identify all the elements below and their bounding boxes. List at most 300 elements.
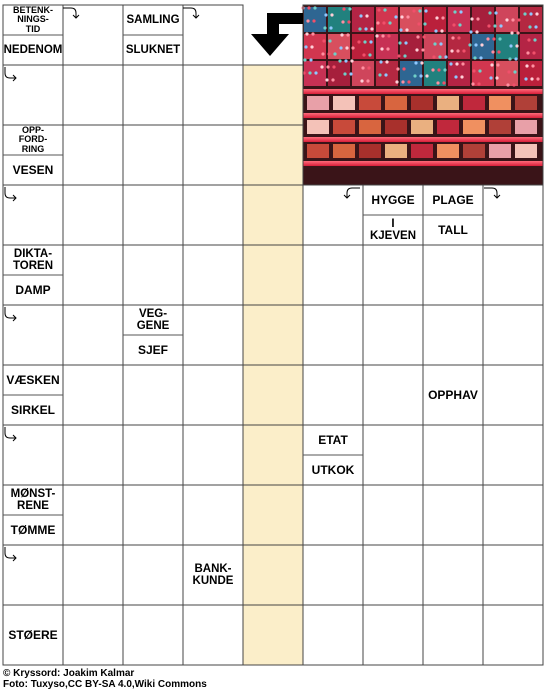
- candy-dot: [364, 27, 367, 30]
- candy-dot: [310, 45, 313, 48]
- grid-cell[interactable]: [123, 425, 183, 485]
- candy-dot: [531, 64, 534, 67]
- grid-cell[interactable]: [363, 425, 423, 485]
- candy-dot: [454, 75, 457, 78]
- candy-dot: [496, 63, 499, 66]
- candy-dot: [433, 42, 436, 45]
- candy-dot: [535, 12, 538, 15]
- clue-c2: NEDENOM: [3, 43, 63, 56]
- candy-dot: [457, 36, 460, 39]
- candy-dot: [328, 39, 331, 42]
- candy-bin: [376, 61, 398, 86]
- candy-dot: [479, 56, 482, 59]
- candy-dot: [368, 53, 371, 56]
- candy-dot: [313, 6, 316, 9]
- candy-dot: [488, 11, 491, 14]
- candy-dot: [425, 74, 428, 77]
- candy-dot: [375, 34, 378, 37]
- candy-dot: [455, 62, 458, 65]
- shelf-edge: [303, 137, 543, 142]
- candy-dot: [397, 54, 400, 57]
- candy-tray: [333, 96, 355, 110]
- candy-dot: [329, 26, 332, 29]
- clue-c10: TALL: [438, 222, 468, 237]
- candy-dot: [424, 9, 427, 12]
- candy-tray: [463, 96, 485, 110]
- candy-dot: [423, 22, 426, 25]
- candy-dot: [341, 20, 344, 23]
- grid-cell[interactable]: [183, 125, 243, 185]
- candy-dot: [304, 45, 307, 48]
- candy-tray: [437, 120, 459, 134]
- grid-cell[interactable]: [423, 305, 483, 365]
- candy-dot: [490, 63, 493, 66]
- candy-dot: [350, 59, 353, 62]
- candy-dot: [338, 59, 341, 62]
- candy-dot: [342, 7, 345, 10]
- grid-cell[interactable]: [63, 65, 123, 125]
- grid-cell[interactable]: [183, 185, 243, 245]
- clue-c17: OPPHAV: [428, 387, 478, 402]
- candy-bin: [304, 7, 326, 32]
- clue-c13: VEG- GENE: [136, 307, 170, 332]
- grid-cell[interactable]: [123, 125, 183, 185]
- hook-arrow-icon: [63, 8, 79, 18]
- grid-cell[interactable]: [483, 365, 543, 425]
- hook-arrow-icon: [5, 67, 16, 81]
- candy-dot: [343, 72, 346, 75]
- candy-bin: [472, 7, 494, 32]
- candy-dot: [363, 40, 366, 43]
- photo-credit: Foto: Tuxyso,CC BY-SA 4.0,Wiki Commons: [3, 679, 207, 690]
- grid-cell[interactable]: [183, 485, 243, 545]
- candy-dot: [438, 55, 441, 58]
- candy-dot: [366, 79, 369, 82]
- candy-dot: [382, 21, 385, 24]
- candy-dot: [517, 18, 520, 21]
- candy-dot: [394, 15, 397, 18]
- clue-c3: SAMLING: [126, 13, 180, 26]
- candy-dot: [340, 33, 343, 36]
- grid-cell[interactable]: [123, 185, 183, 245]
- grid-cell[interactable]: [483, 425, 543, 485]
- candy-dot: [506, 83, 509, 86]
- candy-tray: [385, 120, 407, 134]
- grid-cell[interactable]: [483, 545, 543, 605]
- hook-arrow-icon: [484, 188, 500, 198]
- candy-dot: [450, 49, 453, 52]
- grid-cell[interactable]: [483, 185, 543, 245]
- candy-dot: [526, 51, 529, 54]
- candy-dot: [403, 54, 406, 57]
- candy-dot: [462, 49, 465, 52]
- crossword-credit: © Kryssord: Joakim Kalmar: [3, 668, 135, 679]
- grid-cell[interactable]: [303, 545, 363, 605]
- candy-dot: [443, 68, 446, 71]
- candy-dot: [325, 78, 328, 81]
- candy-tray: [411, 144, 433, 158]
- candy-dot: [460, 75, 463, 78]
- candy-dot: [327, 52, 330, 55]
- candy-dot: [332, 65, 335, 68]
- grid-cell[interactable]: [183, 605, 243, 665]
- candy-dot: [514, 57, 517, 60]
- candy-dot: [458, 23, 461, 26]
- candy-dot: [330, 13, 333, 16]
- candy-dot: [505, 18, 508, 21]
- candy-dot: [497, 50, 500, 53]
- grid-cell[interactable]: [63, 125, 123, 185]
- clue-c19: UTKOK: [311, 462, 355, 477]
- candy-dot: [379, 60, 382, 63]
- clue-c23: STØERE: [8, 627, 58, 642]
- candy-bin: [352, 61, 374, 86]
- candy-dot: [474, 43, 477, 46]
- candy-tray: [515, 96, 537, 110]
- candy-dot: [533, 38, 536, 41]
- candy-dot: [523, 12, 526, 15]
- candy-dot: [510, 31, 513, 34]
- candy-dot: [452, 23, 455, 26]
- grid-cell[interactable]: [63, 305, 123, 365]
- candy-dot: [461, 62, 464, 65]
- clue-c5: OPP- FORD- RING: [18, 124, 48, 154]
- candy-dot: [508, 57, 511, 60]
- clue-c7: HYGGE: [371, 192, 415, 207]
- grid-cell[interactable]: [3, 425, 63, 485]
- candy-dot: [314, 71, 317, 74]
- candy-dot: [381, 34, 384, 37]
- candy-tray: [489, 144, 511, 158]
- candy-dot: [412, 9, 415, 12]
- clue-c20: MØNST- RENE: [10, 487, 56, 512]
- candy-dot: [311, 32, 314, 35]
- grid-cell[interactable]: [63, 245, 123, 305]
- candy-dot: [493, 24, 496, 27]
- grid-cell[interactable]: [483, 605, 543, 665]
- candy-dot: [442, 81, 445, 84]
- candy-dot: [418, 9, 421, 12]
- candy-dot: [515, 44, 518, 47]
- candy-tray: [411, 120, 433, 134]
- candy-dot: [422, 35, 425, 38]
- grid-cell[interactable]: [3, 545, 63, 605]
- candy-dot: [406, 15, 409, 18]
- candy-dot: [419, 74, 422, 77]
- clue-c21: TØMME: [10, 522, 56, 537]
- clue-c4: SLUKNET: [125, 43, 181, 56]
- candy-dot: [370, 27, 373, 30]
- grid-cell[interactable]: [63, 425, 123, 485]
- grid-cell[interactable]: [423, 485, 483, 545]
- candy-dot: [395, 80, 398, 83]
- candy-dot: [477, 82, 480, 85]
- shelf-edge: [303, 161, 543, 166]
- candy-dot: [377, 8, 380, 11]
- candy-bin: [448, 7, 470, 32]
- hook-arrow-icon: [5, 427, 16, 441]
- hook-arrow-icon: [5, 307, 16, 321]
- candy-tray: [489, 120, 511, 134]
- candy-dot: [402, 67, 405, 70]
- grid-cell[interactable]: [303, 365, 363, 425]
- candy-dot: [436, 81, 439, 84]
- candy-dot: [349, 72, 352, 75]
- candy-dot: [456, 49, 459, 52]
- candy-dot: [386, 47, 389, 50]
- candy-dot: [405, 28, 408, 31]
- candy-dot: [516, 31, 519, 34]
- grid-cell[interactable]: [363, 365, 423, 425]
- candy-tray: [333, 144, 355, 158]
- candy-dot: [359, 14, 362, 17]
- candy-dot: [524, 77, 527, 80]
- candy-bin: [424, 34, 446, 59]
- candy-tray: [411, 96, 433, 110]
- candy-dot: [437, 68, 440, 71]
- grid-cell[interactable]: [483, 245, 543, 305]
- candy-dot: [435, 16, 438, 19]
- candy-dot: [416, 35, 419, 38]
- grid-cell[interactable]: [483, 485, 543, 545]
- clue-c15: VÆSKEN: [6, 372, 60, 387]
- candy-dot: [499, 24, 502, 27]
- candy-dot: [489, 76, 492, 79]
- candy-tray: [359, 96, 381, 110]
- grid-cell[interactable]: [63, 485, 123, 545]
- grid-cell[interactable]: [63, 185, 123, 245]
- candy-tray: [359, 120, 381, 134]
- candy-tray: [515, 120, 537, 134]
- candy-dot: [401, 80, 404, 83]
- candy-dot: [491, 50, 494, 53]
- candy-dot: [470, 17, 473, 20]
- grid-cell[interactable]: [303, 485, 363, 545]
- grid-cell[interactable]: [123, 65, 183, 125]
- candy-dot: [478, 69, 481, 72]
- candy-bin: [520, 61, 542, 86]
- clue-c1: BETENK- NINGS- TID: [13, 4, 53, 34]
- candy-dot: [439, 42, 442, 45]
- grid-cell[interactable]: [183, 5, 243, 65]
- grid-cell[interactable]: [183, 305, 243, 365]
- candy-dot: [534, 25, 537, 28]
- candy-bin: [376, 34, 398, 59]
- grid-cell[interactable]: [363, 305, 423, 365]
- candy-dot: [444, 55, 447, 58]
- grid-cell[interactable]: [63, 5, 123, 65]
- candy-dot: [367, 66, 370, 69]
- candy-dot: [339, 46, 342, 49]
- candy-dot: [509, 44, 512, 47]
- candy-dot: [487, 24, 490, 27]
- candy-dot: [495, 76, 498, 79]
- clue-c14: SJEF: [137, 342, 168, 357]
- grid-cell[interactable]: [423, 605, 483, 665]
- candy-dot: [365, 14, 368, 17]
- candy-dot: [486, 37, 489, 40]
- candy-dot: [399, 28, 402, 31]
- candy-dot: [398, 41, 401, 44]
- grid-cell[interactable]: [123, 365, 183, 425]
- candy-dot: [303, 58, 306, 61]
- big-arrow-down-icon: [251, 13, 303, 56]
- grid-cell[interactable]: [63, 545, 123, 605]
- clue-c9: I KJEVEN: [369, 217, 417, 242]
- grid-cell[interactable]: [183, 65, 243, 125]
- candy-dot: [347, 20, 350, 23]
- clue-c11: DIKTA- TOREN: [12, 247, 54, 272]
- hook-arrow-icon: [183, 8, 199, 18]
- candy-dot: [369, 40, 372, 43]
- candy-dot: [407, 80, 410, 83]
- candy-bin: [520, 7, 542, 32]
- candy-dot: [348, 7, 351, 10]
- candy-dot: [404, 41, 407, 44]
- hook-arrow-icon: [5, 187, 16, 201]
- grid-cell[interactable]: [3, 185, 63, 245]
- candy-dot: [527, 38, 530, 41]
- candy-dot: [384, 73, 387, 76]
- grid-cell[interactable]: [183, 425, 243, 485]
- candy-dot: [400, 15, 403, 18]
- candy-dot: [511, 18, 514, 21]
- candy-dot: [322, 39, 325, 42]
- candy-dot: [376, 21, 379, 24]
- candy-dot: [480, 43, 483, 46]
- candy-dot: [333, 52, 336, 55]
- candy-dot: [475, 30, 478, 33]
- clue-c18: ETAT: [318, 432, 348, 447]
- candy-dot: [324, 13, 327, 16]
- candy-dot: [420, 61, 423, 64]
- shelf-edge: [303, 113, 543, 118]
- shelf-edge: [303, 89, 543, 94]
- grid-cell[interactable]: [183, 245, 243, 305]
- grid-cell[interactable]: [363, 245, 423, 305]
- candy-dot: [396, 67, 399, 70]
- grid-cell[interactable]: [123, 485, 183, 545]
- candy-dot: [432, 55, 435, 58]
- candy-dot: [380, 47, 383, 50]
- candy-tray: [359, 144, 381, 158]
- grid-cell[interactable]: [423, 425, 483, 485]
- grid-cell[interactable]: [63, 365, 123, 425]
- candy-dot: [360, 79, 363, 82]
- candy-dot: [469, 30, 472, 33]
- candy-dot: [459, 10, 462, 13]
- clue-c22: BANK- KUNDE: [192, 562, 234, 587]
- candy-tray: [307, 144, 329, 158]
- grid-cell[interactable]: [303, 185, 363, 245]
- candy-dot: [415, 48, 418, 51]
- candy-dot: [323, 26, 326, 29]
- clue-c16: SIRKEL: [10, 402, 55, 417]
- candy-dot: [306, 19, 309, 22]
- candy-dot: [512, 83, 515, 86]
- grid-cell[interactable]: [483, 305, 543, 365]
- candy-dot: [498, 37, 501, 40]
- candy-tray: [515, 144, 537, 158]
- candy-dot: [421, 48, 424, 51]
- candy-tray: [333, 120, 355, 134]
- hook-arrow-icon: [5, 547, 16, 561]
- candy-dot: [440, 29, 443, 32]
- candy-dot: [305, 32, 308, 35]
- candy-dot: [532, 51, 535, 54]
- candy-dot: [468, 43, 471, 46]
- candy-dot: [507, 70, 510, 73]
- candy-dot: [417, 22, 420, 25]
- candy-dot: [530, 77, 533, 80]
- candy-dot: [357, 40, 360, 43]
- candy-tray: [489, 96, 511, 110]
- grid-cell[interactable]: [423, 245, 483, 305]
- grid-cell[interactable]: [363, 485, 423, 545]
- candy-dot: [307, 6, 310, 9]
- candy-dot: [361, 66, 364, 69]
- candy-tray: [437, 96, 459, 110]
- candy-tray: [437, 144, 459, 158]
- candy-dot: [326, 65, 329, 68]
- grid-cell[interactable]: [303, 305, 363, 365]
- grid-cell[interactable]: [123, 545, 183, 605]
- candy-dot: [378, 73, 381, 76]
- candy-tray: [307, 96, 329, 110]
- candy-dot: [308, 71, 311, 74]
- grid-cell[interactable]: [303, 605, 363, 665]
- grid-cell[interactable]: [303, 245, 363, 305]
- candy-dot: [321, 52, 324, 55]
- candy-tray: [385, 96, 407, 110]
- candy-dot: [362, 53, 365, 56]
- candy-tray: [307, 120, 329, 134]
- grid-cell[interactable]: [3, 65, 63, 125]
- candy-dot: [471, 82, 474, 85]
- candy-dot: [451, 36, 454, 39]
- grid-cell[interactable]: [363, 605, 423, 665]
- candy-dot: [434, 29, 437, 32]
- candy-bin: [328, 61, 350, 86]
- candy-dot: [472, 69, 475, 72]
- candy-dot: [345, 46, 348, 49]
- candy-dot: [492, 37, 495, 40]
- grid-cell[interactable]: [3, 305, 63, 365]
- clue-c6: VESEN: [12, 162, 54, 177]
- candy-dot: [358, 27, 361, 30]
- candy-tray: [463, 120, 485, 134]
- clue-c12: DAMP: [15, 282, 51, 297]
- candy-dot: [387, 34, 390, 37]
- candy-dot: [494, 11, 497, 14]
- candy-dot: [346, 33, 349, 36]
- candy-dot: [431, 68, 434, 71]
- grid-cell[interactable]: [183, 365, 243, 425]
- candy-dot: [414, 61, 417, 64]
- candy-bin: [520, 34, 542, 59]
- candy-dot: [513, 70, 516, 73]
- grid-cell[interactable]: [63, 605, 123, 665]
- candy-dot: [344, 59, 347, 62]
- grid-cell[interactable]: [423, 545, 483, 605]
- grid-cell[interactable]: [123, 245, 183, 305]
- hook-arrow-icon: [344, 188, 360, 198]
- grid-cell[interactable]: [363, 545, 423, 605]
- candy-dot: [309, 58, 312, 61]
- grid-cell[interactable]: [123, 605, 183, 665]
- candy-dot: [351, 46, 354, 49]
- candy-dot: [453, 10, 456, 13]
